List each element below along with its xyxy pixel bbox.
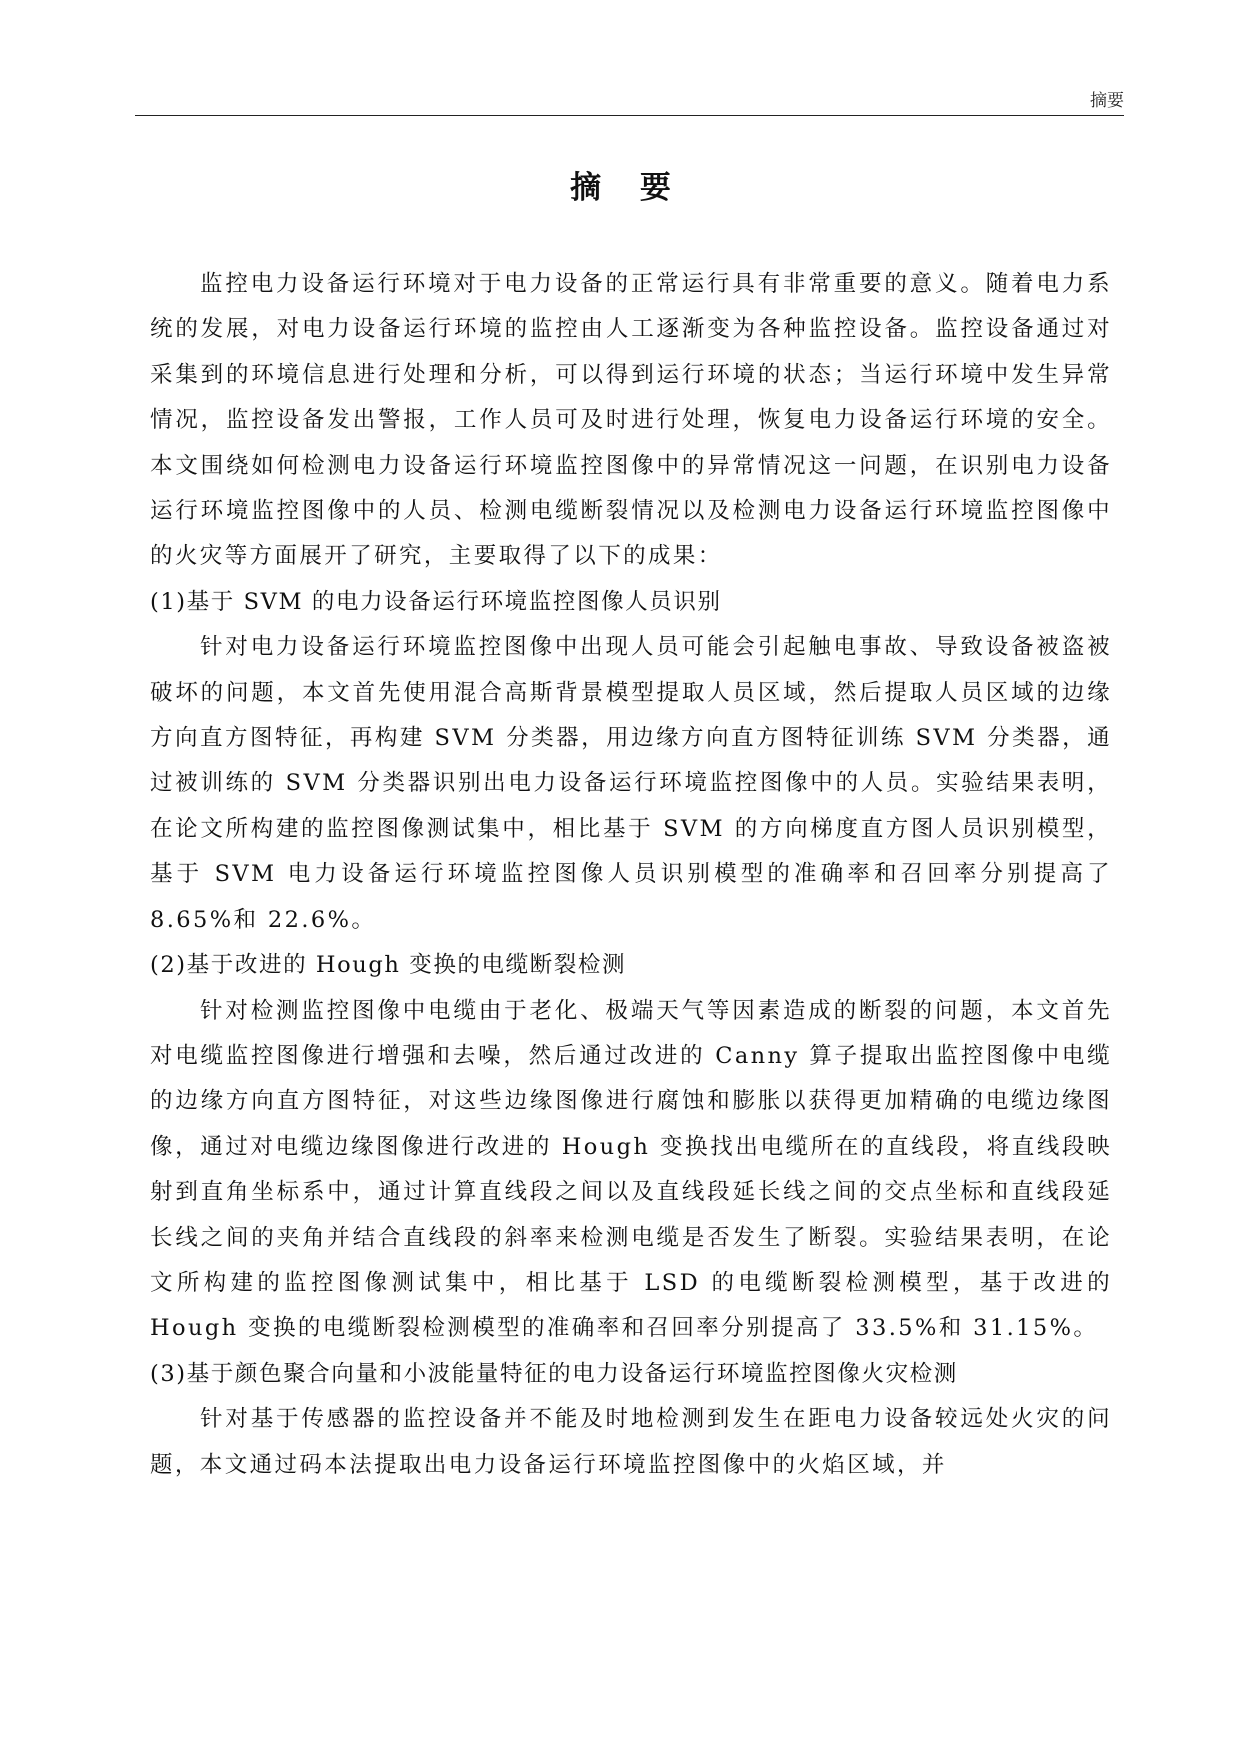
paragraph-fire-detection: 针对基于传感器的监控设备并不能及时地检测到发生在距电力设备较远处火灾的问题，本文通过码本法提取出电力设备运行环境监控图像中的火焰区域，并 — [150, 1406, 1112, 1478]
subheading-fire-detection: (3)基于颜色聚合向量和小波能量特征的电力设备运行环境监控图像火灾检测 — [150, 1360, 958, 1387]
subheading-person-recognition: (1)基于 SVM 的电力设备运行环境监控图像人员识别 — [150, 588, 722, 615]
header-rule — [135, 115, 1124, 116]
paragraph-cable-break: 针对检测监控图像中电缆由于老化、极端天气等因素造成的断裂的问题，本文首先对电缆监控图像进行增强和去噪，然后通过改进的 Canny 算子提取出监控图像中电缆的边缘方向直方图特征，对这些边缘图像进行腐蚀和膨胀以获得更加精确的电缆边缘图像，通过对电缆边缘图像进行改进的 Hough 变换找出电缆所在的直线段，将直线段映射到直角坐标系中，通过计算直线段之间以及直线段延长线之间的交点坐标和直线段延长线之间的夹角并结合直线段的斜率来检测电缆是否发生了断裂。实验结果表明，在论文所构建的监控图像测试集中，相比基于 LSD 的电缆断裂检测模型，基于改进的 Hough 变换的电缆断裂检测模型的准确率和召回率分别提高了 33.5%和 31.15%。 — [150, 997, 1112, 1342]
subheading-cable-break: (2)基于改进的 Hough 变换的电缆断裂检测 — [150, 952, 627, 979]
running-header: 摘要 — [1090, 91, 1124, 111]
paragraph-person-recognition: 针对电力设备运行环境监控图像中出现人员可能会引起触电事故、导致设备被盗被破坏的问题，本文首先使用混合高斯背景模型提取人员区域，然后提取人员区域的边缘方向直方图特征，再构建 SVM 分类器，用边缘方向直方图特征训练 SVM 分类器，通过被训练的 SVM 分类器识别出电力设备运行环境监控图像中的人员。实验结果表明，在论文所构建的监控图像测试集中，相比基于 SVM 的方向梯度直方图人员识别模型，基于 SVM 电力设备运行环境监控图像人员识别模型的准确率和召回率分别提高了 8.65%和 22.6%。 — [150, 634, 1112, 933]
page-title: 摘 要 — [570, 170, 685, 206]
abstract-paragraph-intro: 监控电力设备运行环境对于电力设备的正常运行具有非常重要的意义。随着电力系统的发展，对电力设备运行环境的监控由人工逐渐变为各种监控设备。监控设备通过对采集到的环境信息进行处理和分析，可以得到运行环境的状态；当运行环境中发生异常情况，监控设备发出警报，工作人员可及时进行处理，恢复电力设备运行环境的安全。本文围绕如何检测电力设备运行环境监控图像中的异常情况这一问题，在识别电力设备运行环境监控图像中的人员、检测电缆断裂情况以及检测电力设备运行环境监控图像中的火灾等方面展开了研究，主要取得了以下的成果： — [150, 271, 1112, 570]
abstract-body — [150, 262, 1112, 1488]
